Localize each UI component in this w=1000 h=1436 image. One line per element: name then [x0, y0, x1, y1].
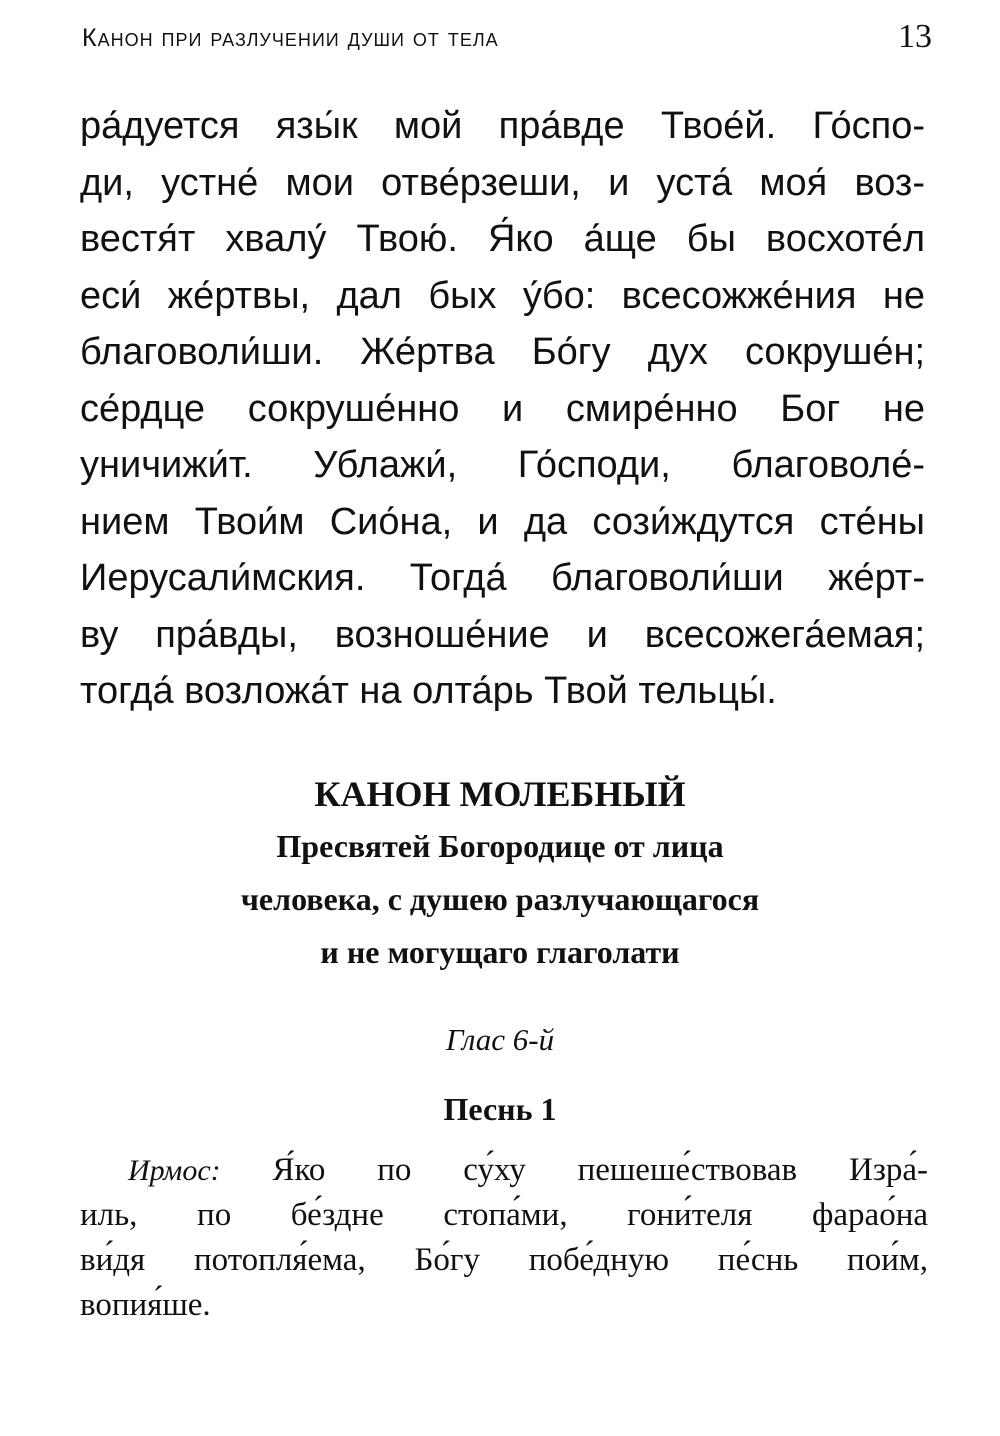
- text-line: вестя́т хвалу́ Твою́. Я́ко а́ще бы восхоте́л: [80, 218, 925, 260]
- text-line: еси́ же́ртвы, дал бых у́бо: всесожже́ния не: [80, 274, 925, 317]
- text-line: нием Твои́м Сио́на, и да сози́ждутся сте́ны: [80, 500, 925, 543]
- page-number: 13: [898, 18, 932, 55]
- canon-title: КАНОН МОЛЕБНЫЙ: [314, 774, 686, 814]
- text-line: уничижи́т. Ублажи́, Го́споди, благоволе́-: [80, 444, 925, 486]
- irmos-line: ви́дя потопля́ема, Бо́гу побе́дную пе́снь пои́м,: [80, 1242, 928, 1278]
- irmos-first-line: [80, 1148, 928, 1193]
- text-line: Иерусали́мския. Тогда́ благоволи́ши же́рт-: [80, 557, 925, 599]
- tone-label: Глас 6-й: [445, 1022, 555, 1057]
- text-line: ди, устне́ мои отве́рзеши, и уста́ моя́ воз-: [80, 161, 925, 204]
- running-head: [82, 18, 932, 58]
- irmos-line: вопия́ше.: [80, 1287, 211, 1323]
- canon-heading: [80, 768, 920, 979]
- text-line: благоволи́ши. Же́ртва Бо́гу дух сокруше́н;: [80, 331, 925, 373]
- running-title: Канон при разлучении души от тела: [82, 24, 499, 52]
- psalm-text: [80, 98, 925, 720]
- irmos-first-line-text: Я́ко по су́ху пешеше́ствовав Изра́-: [220, 1152, 928, 1188]
- text-line: тогда́ возложа́т на олта́рь Твой тельцы́.: [80, 670, 777, 712]
- canon-subtitle-line: Пресвятей Богородице от лица: [276, 828, 724, 864]
- text-line: ра́дуется язы́к мой пра́вде Твое́й. Го́спо-: [80, 105, 925, 147]
- text-line: ву пра́вды, возноше́ние и всесожега́емая;: [80, 613, 925, 656]
- canon-subtitle-line: и не могущаго глаголати: [320, 934, 680, 970]
- irmos-label: Ирмос:: [128, 1154, 221, 1187]
- irmos-text: [80, 1148, 928, 1328]
- irmos-line: иль, по бе́здне стопа́ми, гони́теля фарао́на: [80, 1197, 928, 1233]
- text-line: се́рдце сокруше́нно и смире́нно Бог не: [80, 387, 925, 430]
- ode-title: Песнь 1: [443, 1091, 557, 1127]
- canon-subtitle-line: человека, с душею разлучающагося: [240, 881, 760, 917]
